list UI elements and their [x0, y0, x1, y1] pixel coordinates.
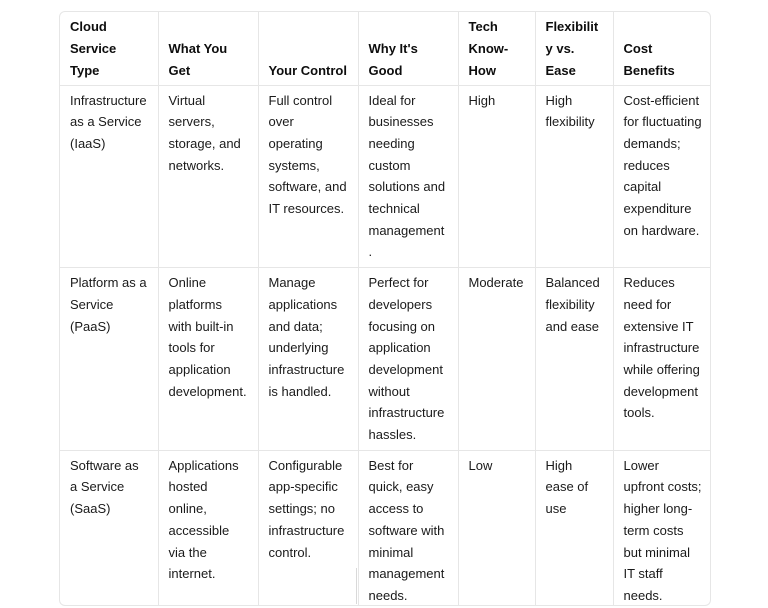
table-body [60, 85, 711, 606]
cell-what-you-get: Applications hosted online, accessible via the internet. [158, 450, 258, 606]
cell-cost-benefits: Lower upfront costs; higher long-term costs but minimal IT staff needs. [623, 457, 702, 603]
column-header-tech-know-how: Tech Know-How [458, 12, 535, 85]
scroll-caret-indicator [356, 568, 357, 604]
column-header-flexibility-vs-ease: Flexibility vs. Ease [535, 12, 613, 85]
cell-tech-know-how: Low [458, 450, 535, 606]
cloud-service-comparison-table-container [59, 11, 711, 606]
table-row-paas [60, 268, 711, 451]
cell-service-type: Software as a Service (SaaS) [60, 450, 158, 606]
column-header-why-its-good: Why It's Good [358, 12, 458, 85]
cell-why-its-good: Ideal for businesses needing custom solutions and technical management. [358, 85, 458, 268]
cell-why-its-good: Best for quick, easy access to software with minimal management needs. [358, 450, 458, 606]
column-header-cost-benefits: Cost Benefits [613, 12, 711, 85]
cell-tech-know-how: Moderate [458, 268, 535, 451]
column-header-your-control: Your Control [258, 12, 358, 85]
column-header-what-you-get: What You Get [158, 12, 258, 85]
cell-why-its-good: Perfect for developers focusing on application development without infrastructure hassles. [358, 268, 458, 451]
cell-service-type: Platform as a Service (PaaS) [60, 268, 158, 451]
cell-cost-benefits: Reduces need for extensive IT infrastructure while offering development tools. [613, 268, 711, 451]
table-header [60, 12, 711, 85]
cloud-service-comparison-table [60, 12, 711, 606]
cell-your-control: Manage applications and data; underlying infrastructure is handled. [258, 268, 358, 451]
cell-your-control: Full control over operating systems, software, and IT resources. [258, 85, 358, 268]
cell-cost-benefits: Cost-efficient for fluctuating demands; reduces capital expenditure on hardware. [613, 85, 711, 268]
cell-flexibility-vs-ease: High flexibility [535, 85, 613, 268]
column-header-cloud-service-type: Cloud Service Type [60, 12, 158, 85]
cell-tech-know-how: High [458, 85, 535, 268]
table-row-iaas [60, 85, 711, 268]
cell-what-you-get: Virtual servers, storage, and networks. [158, 85, 258, 268]
cell-service-type: Infrastructure as a Service (IaaS) [60, 85, 158, 268]
cell-your-control: Configurable app-specific settings; no infrastructure control. [258, 450, 358, 606]
table-row-saas [60, 450, 711, 606]
cell-what-you-get: Online platforms with built-in tools for application development. [158, 268, 258, 451]
cell-flexibility-vs-ease: High ease of use [535, 450, 613, 606]
cell-flexibility-vs-ease: Balanced flexibility and ease [535, 268, 613, 451]
header-row [60, 12, 711, 85]
